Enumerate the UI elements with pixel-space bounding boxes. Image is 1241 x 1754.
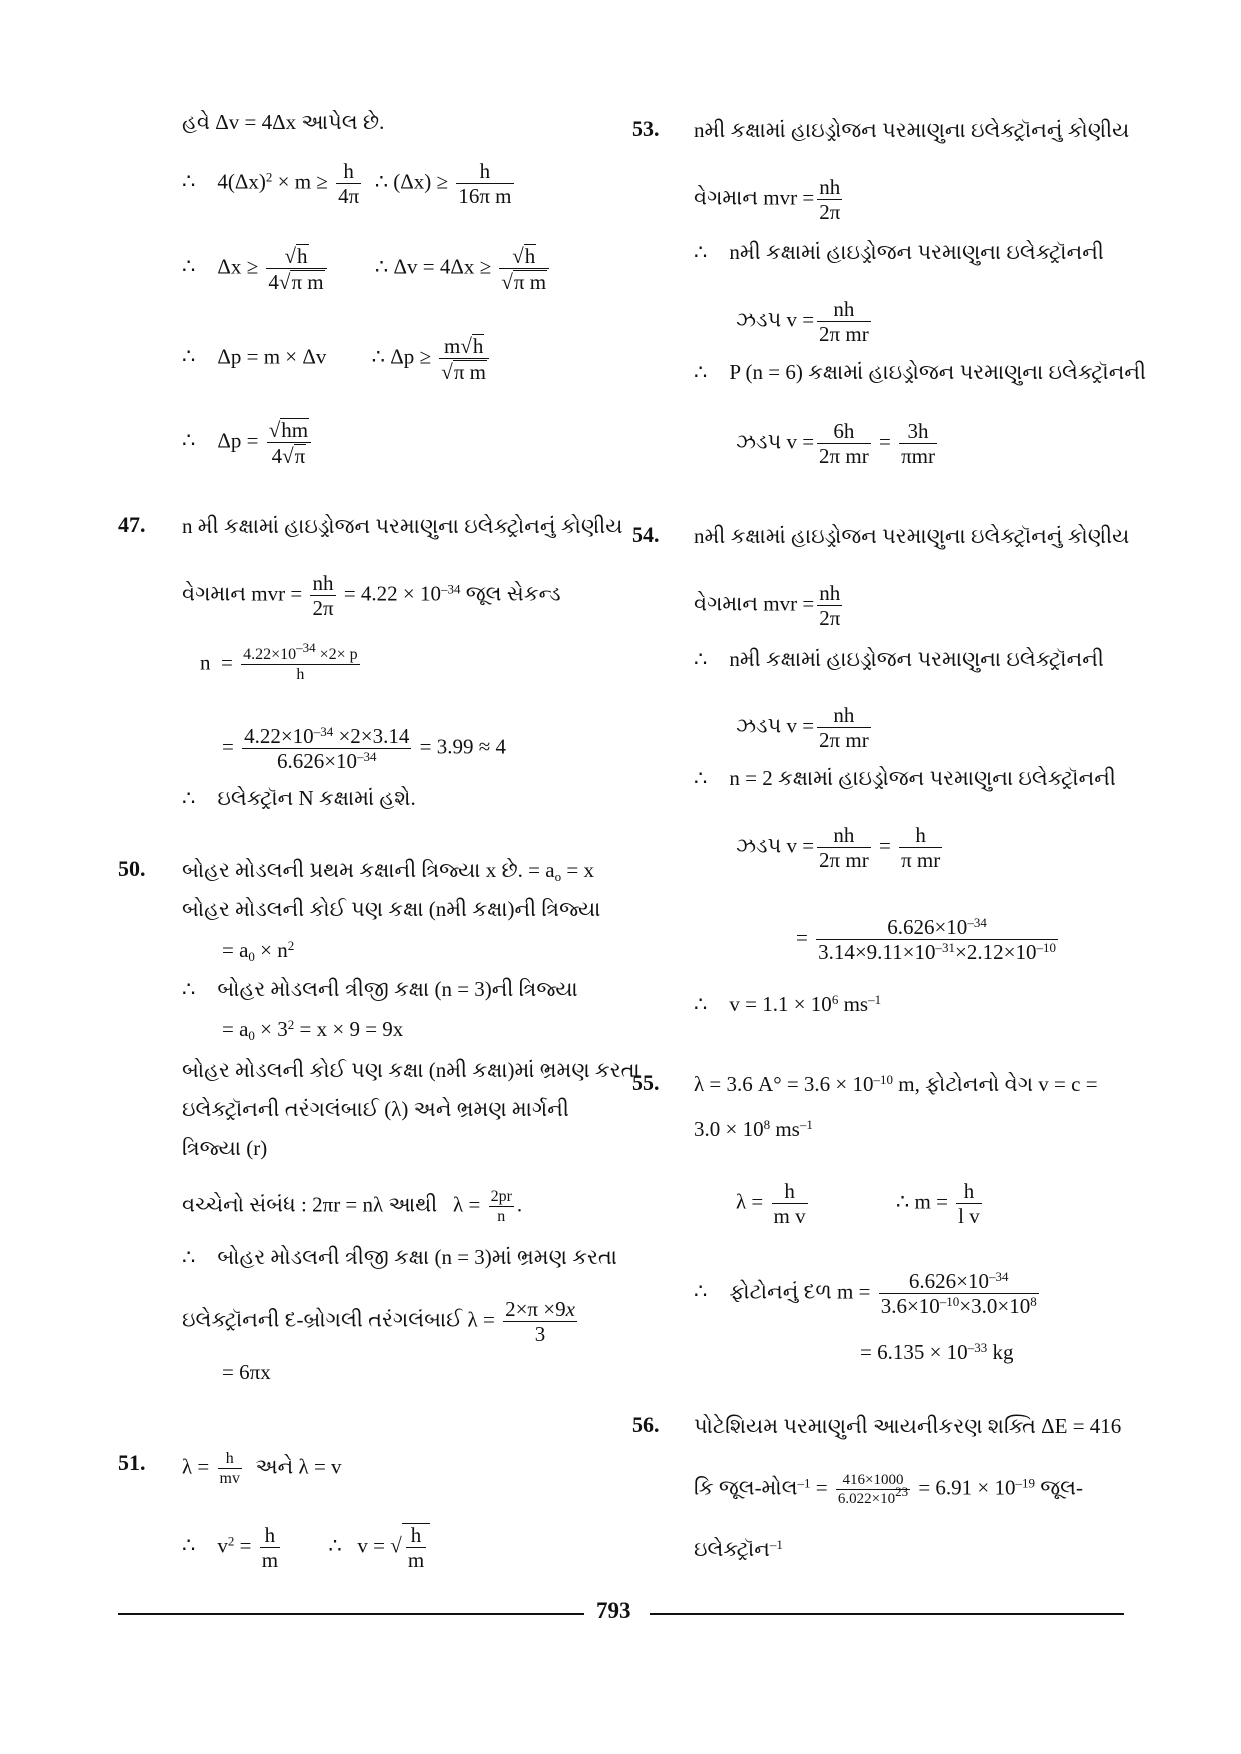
equation-line: વચ્ચેનો સંબંધ : 2πr = nλ આથી λ = $\frac{2pr}{n}$ . bbox=[182, 1188, 523, 1225]
question-number: 47. bbox=[118, 512, 146, 537]
equation-line: ∴ Δp = m × Δv ∴ Δp ≥ $\frac{m√h}{\text{√π m}}$ bbox=[182, 334, 492, 383]
equation-line: વેગમાન mvr = $\frac{nh}{2\pi}$ = $4.22 \times 10^{-34}$ જૂલ સેકન્ડ bbox=[182, 571, 561, 620]
equation-line: ∴ ફોટોનનું દળ m = $\frac{6.626\times 10^{-34}}{3.6\times 10^{-10}\times 3.0\times 10^8}$ bbox=[694, 1269, 1037, 1318]
question-number: 55. bbox=[632, 1070, 660, 1095]
equation-line: λ = $\frac{h}{mv}$ અને λ = v bbox=[182, 1450, 342, 1487]
question-number: 50. bbox=[118, 856, 146, 881]
text-line: nમી કક્ષામાં હાઇડ્રોજન પરમાણુના ઇલેક્ટ્રૉનનું કોણીય bbox=[694, 524, 1130, 548]
equation-line: ઇલેક્ટ્રૉનની દ-બ્રોગલી તરંગલંબાઈ λ = $\frac{2\times\pi \times 9x}{3}$ bbox=[182, 1297, 575, 1346]
equation-line: = $6.135 \times 10^{-33}$ kg bbox=[860, 1340, 1014, 1364]
equation-line: $3.0 \times 10^8$ $ms^{-1}$ bbox=[694, 1117, 813, 1141]
equation-line: λ = $\frac{h}{\text{m v}}$ ∴ m = $\frac{h}{\text{l v}}$ bbox=[736, 1179, 980, 1228]
equation-line: ઝડપ v = $\frac{nh}{\text{2π mr}}$ bbox=[736, 703, 869, 752]
question-number: 53. bbox=[632, 116, 660, 141]
question-number: 51. bbox=[118, 1450, 146, 1475]
text-line: પોટેશિયમ પરમાણુની આયનીકરણ શક્તિ ΔE = 416 bbox=[694, 1414, 1122, 1438]
equation-line: ઝડપ v = $\frac{nh}{\text{2π mr}}$ = $\frac{h}{\text{π mr}}$ bbox=[736, 823, 941, 872]
text-line: બોહર મોડલની કોઈ પણ કક્ષા (nમી કક્ષા)માં ભ્રમણ કરતા bbox=[182, 1058, 640, 1082]
text-line: ∴ nમી કક્ષામાં હાઇડ્રોજન પરમાણુના ઇલેક્ટ્રૉનની bbox=[694, 647, 1104, 671]
equation-line: ∴ $4(\Delta x)^2 \times m$ ≥ $\frac{h}{4\pi}$ ∴ (Δx) ≥ $\frac{h}{\text{16π m}}$ bbox=[182, 159, 512, 208]
equation-line: ∴ Δp = $\frac{√hm}{4√\pi}$ bbox=[182, 418, 314, 467]
equation-line: = 6πx bbox=[222, 1360, 271, 1384]
text-line: ∴ બોહર મોડલની ત્રીજી કક્ષા (n = 3)ની ત્રિજ્યા bbox=[182, 977, 578, 1001]
equation-line: = $a_0 \times 3^2 = x \times 9 = 9x$ bbox=[222, 1017, 404, 1043]
text-line: ઇલેક્ટ્રૉન$^{-1}$ bbox=[694, 1537, 783, 1561]
question-number: 56. bbox=[632, 1412, 660, 1437]
equation-line: = $\frac{4.22\times 10^{-34} \times 2\times 3.14}{6.626\times 10^{-34}}$ = 3.99 ≈ 4 bbox=[222, 724, 506, 773]
equation-line: n = $\frac{4.22\times 10^{-34} \times 2\times p}{h}$ bbox=[200, 640, 358, 683]
text-line: ∴ n = 2 કક્ષામાં હાઇડ્રોજન પરમાણુના ઇલેક્ટ્રૉનની bbox=[694, 766, 1116, 790]
text-line: બોહર મોડલની પ્રથમ કક્ષાની ત્રિજ્યા x છે. = $a_o = x$ bbox=[182, 858, 594, 884]
footer-rule-left bbox=[118, 1613, 584, 1615]
text-line: ઇલેક્ટ્રૉનની તરંગલંબાઈ (λ) અને ભ્રમણ માર્ગની bbox=[182, 1097, 569, 1121]
equation-line: ∴ Δx ≥ $\frac{√h}{\text{4√π m}}$ ∴ Δv = 4Δx ≥ $\frac{√h}{\text{√π m}}$ bbox=[182, 244, 552, 293]
text-line: હવે Δv = 4Δx આપેલ છે. bbox=[182, 110, 385, 134]
equation-line: વેગમાન mvr = $\frac{nh}{2\pi}$ bbox=[694, 581, 841, 630]
equation-line: = $\frac{6.626\times 10^{-34}}{3.14\times 9.11\times 10^{-31}\times 2.12\times 10^{-10}}$ bbox=[796, 915, 1056, 964]
text-line: બોહર મોડલની કોઈ પણ કક્ષા (nમી કક્ષા)ની ત્રિજ્યા bbox=[182, 897, 601, 921]
equation-line: ઝડપ v = $\frac{6h}{\text{2π mr}}$ = $\frac{3h}{\text{πmr}}$ bbox=[736, 419, 936, 468]
equation-line: વેગમાન mvr = $\frac{nh}{2\pi}$ bbox=[694, 175, 841, 224]
text-line: ∴ ઇલેક્ટ્રૉન N કક્ષામાં હશે. bbox=[182, 786, 416, 810]
page-number: 793 bbox=[596, 1598, 631, 1623]
equation-line: ∴ $v^2$ = $\frac{h}{m}$ ∴ v = √ $\frac{h}{m}$ bbox=[182, 1523, 430, 1571]
text-line: ત્રિજ્યા (r) bbox=[182, 1136, 268, 1160]
question-number: 54. bbox=[632, 522, 660, 547]
equation-line: = $a_0 \times n^2$ bbox=[222, 938, 295, 964]
text-line: ∴ P (n = 6) કક્ષામાં હાઇડ્રોજન પરમાણુના ઇલેક્ટ્રૉનની bbox=[694, 360, 1147, 384]
equation-line: ∴ $v = 1.1 \times 10^6$ $ms^{-1}$ bbox=[694, 992, 882, 1016]
text-line: ∴ nમી કક્ષામાં હાઇડ્રોજન પરમાણુના ઇલેક્ટ્રૉનની bbox=[694, 240, 1104, 264]
text-line: nમી કક્ષામાં હાઇડ્રોજન પરમાણુના ઇલેક્ટ્રૉનનું કોણીય bbox=[694, 118, 1130, 142]
equation-line: કિ જૂલ-મોલ$^{-1}$ = $\frac{416\times 1000}{6.022\times 10^{23}}$ = $6.91 \times 10^{-19}$ જૂલ- bbox=[694, 1472, 1084, 1507]
text-line: n મી કક્ષામાં હાઇડ્રોજન પરમાણુના ઇલેક્ટ્રોનનું કોણીય bbox=[182, 514, 623, 538]
text-line: ∴ બોહર મોડલની ત્રીજી કક્ષા (n = 3)માં ભ્રમણ કરતા bbox=[182, 1245, 617, 1269]
equation-line: λ = 3.6 $A^\circ = 3.6 \times 10^{-10}$ m, ફોટોનનો વેગ v = c = bbox=[694, 1072, 1098, 1096]
equation-line: ઝડપ v = $\frac{nh}{\text{2π mr}}$ bbox=[736, 297, 869, 346]
footer-rule-right bbox=[650, 1613, 1124, 1615]
